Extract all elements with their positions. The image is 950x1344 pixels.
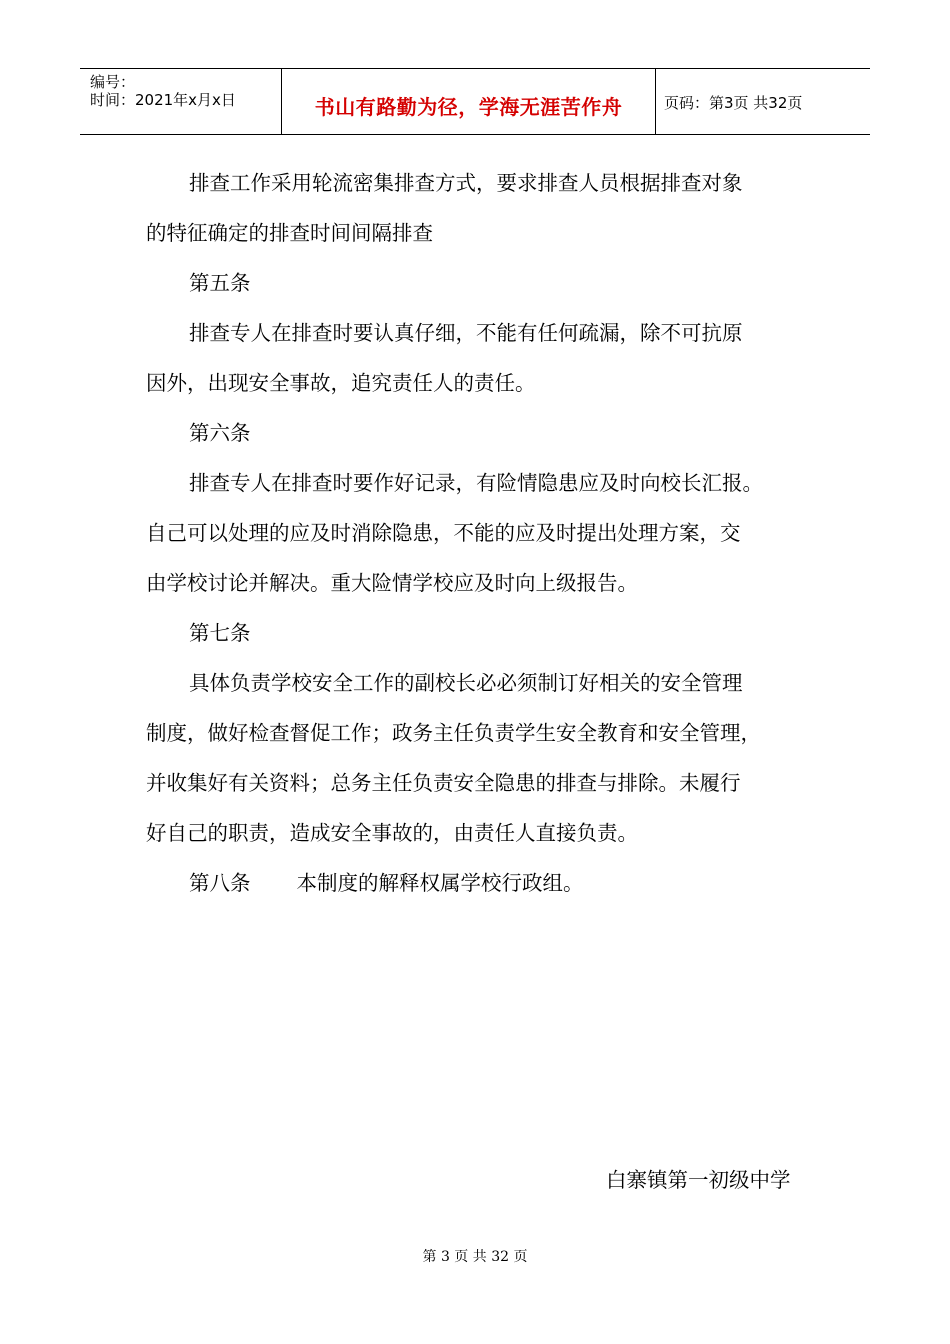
header-page-cell [656, 69, 870, 134]
paragraph-line: 制度，做好检查督促工作；政务主任负责学生安全教育和安全管理， [146, 721, 761, 745]
paragraph-line: 因外，出现安全事故，追究责任人的责任。 [146, 371, 536, 395]
article-eight-text: 本制度的解释权属学校行政组。 [296, 871, 584, 895]
paragraph-line: 具体负责学校安全工作的副校长必必须制订好相关的安全管理 [189, 671, 743, 695]
document-number-label: 编号： [90, 73, 136, 91]
article-eight-title: 第八条 [189, 871, 251, 895]
header-motto: 书山有路勤为径，学海无涯苦作舟 [314, 95, 623, 119]
paragraph-line: 并收集好有关资料；总务主任负责安全隐患的排查与排除。未履行 [146, 771, 741, 795]
header-meta-cell [80, 69, 282, 134]
page-footer: 第 3 页 共 32 页 [422, 1249, 528, 1265]
school-signature: 白寨镇第一初级中学 [606, 1168, 791, 1192]
article-five-title: 第五条 [189, 271, 251, 295]
article-six-title: 第六条 [189, 421, 251, 445]
paragraph-line: 由学校讨论并解决。重大险情学校应及时向上级报告。 [146, 571, 638, 595]
paragraph-line: 排查专人在排查时要作好记录，有险情隐患应及时向校长汇报。 [189, 471, 763, 495]
page-header [80, 68, 870, 135]
article-seven-title: 第七条 [189, 621, 251, 645]
paragraph-line: 排查工作采用轮流密集排查方式，要求排查人员根据排查对象 [189, 171, 743, 195]
paragraph-line: 的特征确定的排查时间间隔排查 [146, 221, 433, 245]
paragraph-line: 排查专人在排查时要认真仔细，不能有任何疏漏，除不可抗原 [189, 321, 743, 345]
header-motto-cell [282, 69, 656, 134]
paragraph-line: 好自己的职责，造成安全事故的，由责任人直接负责。 [146, 821, 638, 845]
document-time-label: 时间：2021年x月x日 [90, 91, 236, 109]
article-eight [189, 871, 859, 895]
paragraph-line: 自己可以处理的应及时消除隐患，不能的应及时提出处理方案，交 [146, 521, 741, 545]
header-page-label: 页码：第3页 共32页 [664, 94, 803, 112]
